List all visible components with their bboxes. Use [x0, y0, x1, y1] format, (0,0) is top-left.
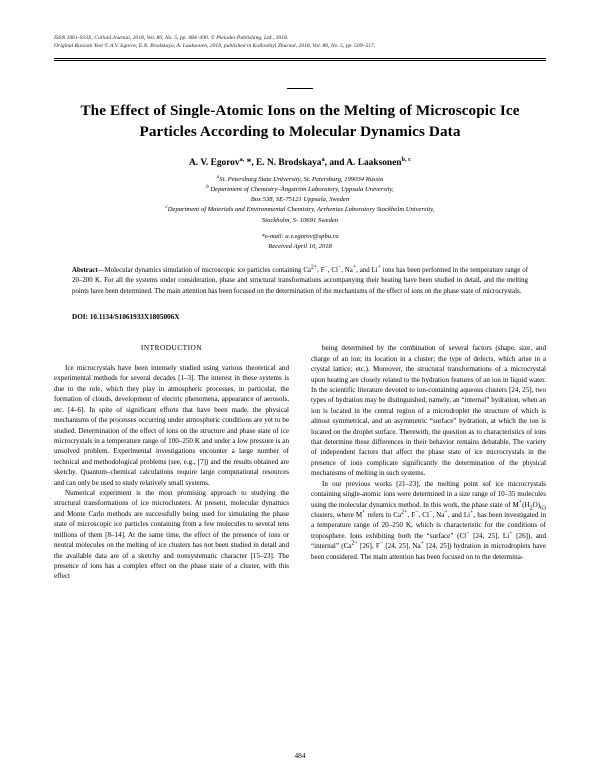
dash-mark [287, 88, 313, 89]
paragraph: In our previous works [21–23], the melting point sof ice microcrystals containing single-atomic ions were determined in a size range of 10–35 molecules using the molecular dynamics method. In this work, the phase state of $M^+(H_2O)_{63}$ clusters, where M+ refers to $Ca^{2+}$, F−, Cl−, Na+, and Li+, has been investigated in a temperature range of 20–250 K, which is characteristic for the conditions of troposphere. Ions exhibiting both the “surface” (Cl− [24, 25], Li+ [26]), and “internal” ($Ca^{2+}$ [26], F− [24, 25], Na+ [24, 25]) hydration in microdroplets have been considered. The main attention has been focused on to the determina- [311, 479, 546, 561]
journal-reference-line-2: Original Russian Text © A.V. Egorov, E.N. Brodskaya, A. Laaksonen, 2018, published in Kolloidnyi Zhurnal, 2018, Vol. 80, No. 5, pp. 509–517. [54, 43, 376, 50]
affiliation-c-line2: Stockholm, S- 10691 Sweden [261, 216, 339, 224]
affiliation-b-line1: $^b$ Department of Chemistry–Ångström Laboratory, Uppsala University, [206, 184, 394, 193]
column-right [311, 343, 546, 582]
abstract-label: Abstract [72, 266, 98, 274]
abstract-text: —Molecular dynamics simulation of microscopic ice particles containing $Ca^{2+}$, F−, Cl−, Na+, and Li+ ions has been performed in the temperature range of 20–200 K. For all the systems under consideration, phase and structural transformations accompanying their heating have been studied in detail, and the melting points have been determined. The main attention has been focused on the determination of the mechanisms of the effect of ions on the phase state of microcrystals. [72, 264, 528, 295]
journal-reference-line-1: ISSN 1061-933X, Colloid Journal, 2018, Vol. 80, No. 5, pp. 484–490. © Pleiades Publishing, Ltd., 2018. [54, 35, 289, 41]
section-heading-introduction: INTRODUCTION [140, 343, 203, 353]
abstract [72, 266, 528, 297]
paragraph: being determined by the combination of several factors (shape, size, and charge of an ion; its location in a cluster; the type of defects, which arise in a crystal lattice; etc.). Moreover, the structural transformations of a microcrystal upon heating are closely related to the hydration features of an ion in liquid water. In the scientific literature devoted to ion-containing aqueous clusters [24, 25], two types of hydration may be distinguished, namely, an “internal” hydration, when an ion is located in the central region of a microdroplet the structure of which is almost symmetrical, and an asymmetric “surface” hydration, at which the ion is located on the droplet surface. Therewith, the question as to characteristics of ions that determine these differences in their behavior remains debatable. The variety of independent factors that affect the phase state of ice microcrystals in the presence of ions complicate significantly the determination of the physical mechanisms of melting in such systems. [311, 344, 546, 478]
header-rule-thick [54, 58, 546, 59]
affiliation-a: $^a$St. Petersburg State University, St. Petersburg, 199034 Russia [216, 174, 384, 183]
paragraph: Ice microcrystals have been intensely studied using various theoretical and experimental methods for several decades [1–3]. The interest in these systems is due to the role, which they play in atmospheric processes, in particular, the formation of clouds, development of electric phenomena, appearance of aerosols, etc. [4–6]. In spite of significant efforts that have been made, the physical mechanisms of the processes occurring under atmospheric conditions are yet to be studied. Determination of the effect of ions on the structure and phase state of ice microcrystals in a temperature range of 100–250 K and under a low pressure is an unsolved problem. Experimental investigations encounter a large number of technical and methodological problems (see, e.g., [7]) and the results obtained are sketchy. Quantum–chemical calculations require large computational resources and can only be used to study relatively small systems. [54, 363, 289, 487]
affiliation-c-line1: $^c$Department of Materials and Environmental Chemistry, Arrhenius Laboratory Stockholm University, [165, 205, 435, 214]
received-date: Received April 10, 2018 [268, 242, 332, 250]
body-columns [54, 343, 546, 582]
affiliation-b-line2: Box 538, SE-75121 Uppsala, Sweden [250, 196, 350, 204]
corresponding-email: *e-mail: a.v.egorov@spbu.ru [261, 232, 339, 240]
section-dash [54, 79, 546, 89]
page-title: The Effect of Single-Atomic Ions on the Melting of Microscopic Ice Particles According to Molecular Dynamics Data [80, 102, 520, 140]
header-rule-thin [54, 60, 546, 61]
column-left [54, 343, 289, 582]
author-list: A. V. Egorov$^{a,}$ *, E. N. Brodskaya$^a$, and A. Laaksonen$^{b, c}$ [189, 155, 411, 168]
doi: DOI: 10.1134/S1061933X1805006X [72, 313, 180, 322]
journal-reference [54, 34, 546, 51]
paragraph: Numerical experiment is the most promising approach to studying the structural transformations of ice microclusters. At present, molecular dynamics and Monte Carlo methods are successfully being used for simulating the phase state of microscopic ice particles containing from a few molecules to several tens millions of them [8–14]. At the same time, the effect of the presence of ions or neutral molecules on the melting of ice clusters has not been studied in detail and the available data are of a sketchy and nonsystematic character [15–23]. The presence of ions has a complex effect on the phase state of a cluster, with this effect [54, 489, 289, 581]
page-number: 484 [294, 751, 306, 760]
affiliations [54, 175, 546, 226]
